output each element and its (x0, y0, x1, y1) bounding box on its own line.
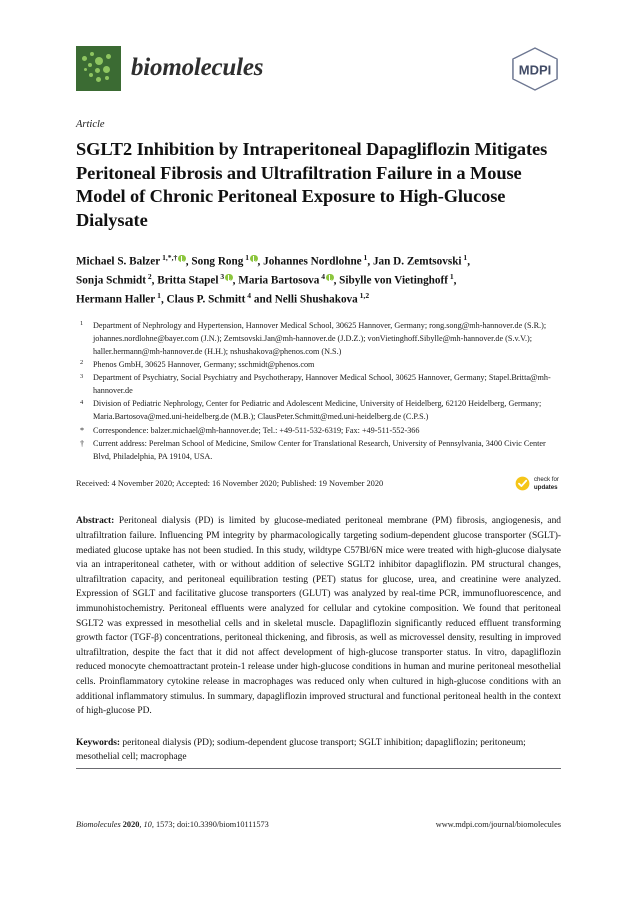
keywords-label: Keywords: (76, 737, 121, 748)
keywords-body: peritoneal dialysis (PD); sodium-dependent glucose transport; SGLT inhibition; dapagliflozin; peritoneum; mesothelial cell; macrophage (76, 737, 526, 763)
author-line: Sonja Schmidt $^2$, Britta Stapel $^3$ , Maria Bartosova $^4$ , Sibylle von Vietinghoff $^1$, (76, 271, 457, 287)
footer-divider (76, 768, 561, 769)
affiliation-marker: * (80, 425, 85, 435)
orcid-icon[interactable] (326, 274, 334, 282)
author-name: Jan D. Zemtsovski (372, 255, 462, 268)
mdpi-hexagon-logo-icon (509, 46, 561, 92)
journal-name: biomolecules (131, 53, 264, 81)
author-name: Sibylle von Vietinghoff (339, 274, 448, 287)
affiliation-row (76, 371, 561, 397)
author-name: Maria Bartosova (238, 274, 320, 287)
keywords-section (76, 736, 561, 765)
affiliation-marker: † (80, 438, 85, 448)
affiliation-marker: 2 (80, 359, 84, 367)
author-name: Johannes Nordlohne (263, 255, 362, 268)
abstract-label: Abstract: (76, 516, 115, 527)
mdpi-logo-text: MDPI (518, 62, 552, 78)
journal-brand (76, 46, 263, 91)
page-title: SGLT2 Inhibition by Intraperitoneal Dapagliflozin Mitigates Peritoneal Fibrosis and Ultrafiltration Failure in a Mouse Model of Chronic Peritoneal Exposure to High-Glucose Dialysate (76, 139, 548, 230)
footer-article-no: 1573 (155, 820, 173, 829)
orcid-icon[interactable] (178, 255, 186, 263)
check-for-updates-text (534, 476, 559, 492)
footer-volume: 10 (143, 820, 152, 829)
affiliation-row (76, 424, 561, 437)
abstract-section (76, 514, 561, 718)
affiliation-row (76, 319, 561, 358)
affiliation-row (76, 397, 561, 423)
affiliation-marker: 1 (80, 320, 84, 328)
affiliation-marker: 3 (80, 372, 84, 380)
orcid-icon[interactable] (250, 255, 258, 263)
check-for-updates-badge[interactable] (515, 476, 561, 492)
footer-doi: doi:10.3390/biom10111573 (176, 820, 269, 829)
footer-citation (76, 820, 269, 829)
author-name: Nelli Shushakova (274, 293, 358, 306)
cfu-line-2: updates (533, 483, 558, 491)
page-footer (76, 820, 561, 829)
affiliation-text: Department of Nephrology and Hypertension, Hannover Medical School, 30625 Hannover, Germany; rong.song@mh-hannover.de (S.R.); johannes.nordlohne@bayer.com (J.N.); Zemtsovski.Jan@mh-hannover.de (J.D.Z.); vonVietinghoff.Sibylle@mh-hannover.de (S.v.V.); haller.hermann@mh-hannover.de (H.H.); nshushakova@phenos.com (N.S.) (93, 320, 547, 356)
publication-dates: Received: 4 November 2020; Accepted: 16 November 2020; Published: 19 November 2020 (76, 479, 384, 489)
author-name: Michael S. Balzer (76, 255, 161, 268)
author-name: Britta Stapel (157, 274, 219, 287)
article-type-label: Article (76, 119, 105, 130)
author-name: Hermann Haller (76, 293, 156, 306)
author-name: Song Rong (191, 255, 244, 268)
affiliation-list (76, 319, 561, 463)
footer-semicolon: ; (172, 820, 175, 829)
abstract-body: Peritoneal dialysis (PD) is limited by glucose-mediated peritoneal membrane (PM) fibrosis, angiogenesis, and ultrafiltration failure. Influencing PM integrity by pharmacologically targeting sodium-dependent glucose transporter (SGLT)-mediated glucose uptake has not been studied. In this study, wildtype C57Bl/6N mice were treated with high-glucose dialysate via an intraperitoneal catheter, with or without addition of selective SGLT2 inhibitor dapagliflozin. PM structural changes, ultrafiltration capacity, and peritoneal equilibration testing (PET) status for glucose, urea, and creatinine were analyzed. Expression of SGLT and facilitative glucose transporters (GLUT) was analyzed by real-time PCR, immunofluorescence, and immunohistochemistry. Peritoneal effluents were analyzed for cellular and cytokine composition. We found that peritoneal SGLT2 was expressed in mesothelial cells and in skeletal muscle. Dapagliflozin significantly reduced effluent transforming growth factor (TGF-β) concentrations, peritoneal thickening, and fibrosis, as well as microvessel density, resulting in improved ultrafiltration, despite the fact that it did not affect development of high-glucose transporter status. In vitro, dapagliflozin reduced monocyte chemoattractant protein-1 release under high-glucose conditions in human and murine peritoneal mesothelial cells. Proinflammatory cytokine release in macrophages was reduced only when cultured in high-glucose conditions with an additional inflammatory stimulus. In summary, dapagliflozin improved structural and functional peritoneal health in the context of high-glucose PD. (76, 516, 562, 717)
footer-year: 2020 (122, 820, 140, 829)
affiliation-text: Department of Psychiatry, Social Psychiatry and Psychotherapy, Hannover Medical School, 30625 Hannover, Germany; Stapel.Britta@mh-hannover.de (93, 373, 551, 396)
affiliation-text: Current address: Perelman School of Medicine, Smilow Center for Translational Research, University of Pennsylvania, 3400 Civic Center Blvd, Philadelphia, PA 19104, USA. (93, 438, 546, 461)
footer-journal: Biomolecules (76, 820, 121, 829)
footer-comma-2: , (151, 820, 154, 829)
footer-comma-1: , (139, 820, 142, 829)
affiliation-text: Division of Pediatric Nephrology, Center for Pediatric and Adolescent Medicine, University of Heidelberg, 62120 Heidelberg, Germany; Maria.Bartosova@med.uni-heidelberg.de (M.B.); ClausPeter.Schmitt@med.uni-heidelberg.de (C.P.S.) (93, 399, 542, 422)
affiliation-text: Phenos GmbH, 30625 Hannover, Germany; sschmidt@phenos.com (93, 359, 315, 369)
author-line: Michael S. Balzer $^{1,*,\dagger}$ , Song Rong $^1$ , Johannes Nordlohne $^1$, Jan D. Zemtsovski $^1$, (76, 252, 471, 268)
publication-dates-row (76, 476, 561, 492)
check-circle-icon (515, 476, 530, 491)
molecule-logo-icon (76, 46, 121, 91)
author-line: Hermann Haller $^1$, Claus P. Schmitt $^4$ and Nelli Shushakova $^{1,2}$ (76, 290, 370, 306)
affiliation-row (76, 358, 561, 371)
affiliation-marker: 4 (80, 398, 84, 406)
affiliation-row (76, 437, 561, 463)
footer-url[interactable]: www.mdpi.com/journal/biomolecules (435, 820, 561, 829)
cfu-line-1: check for (533, 475, 559, 483)
masthead (76, 0, 561, 102)
author-name: Claus P. Schmitt (166, 293, 246, 306)
author-name: Sonja Schmidt (76, 274, 146, 287)
affiliation-text: Correspondence: balzer.michael@mh-hannover.de; Tel.: +49-511-532-6319; Fax: +49-511-552-366 (93, 425, 420, 435)
orcid-icon[interactable] (225, 274, 233, 282)
author-list (76, 252, 561, 309)
